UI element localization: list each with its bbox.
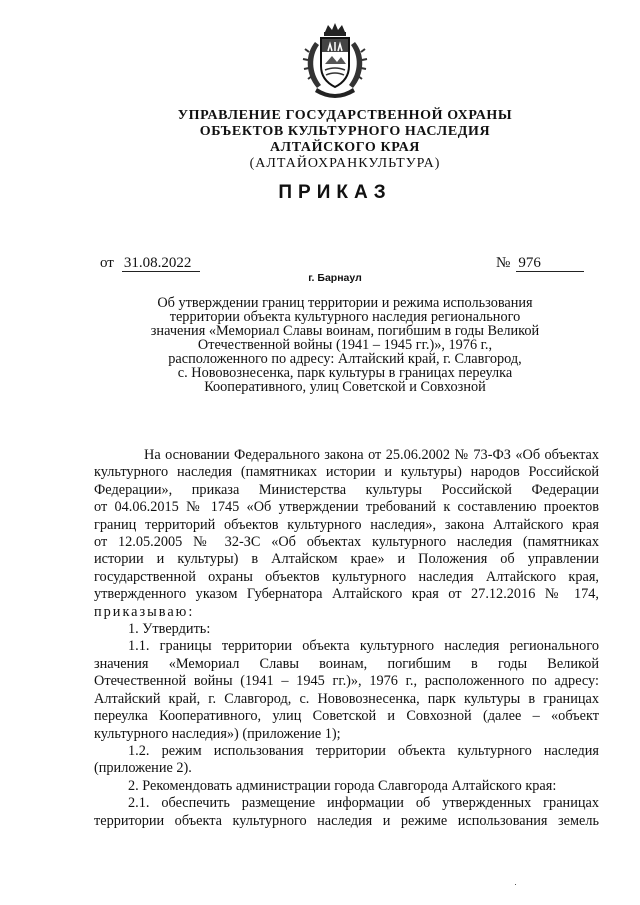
document-type-title: ПРИКАЗ xyxy=(278,182,392,203)
agency-short-name: (АЛТАЙОХРАНКУЛЬТУРА) xyxy=(249,156,441,171)
body-line: приказываю: xyxy=(94,603,195,620)
body-line: (приложение 2). xyxy=(94,760,192,777)
number-prefix: № xyxy=(496,255,511,271)
agency-name xyxy=(140,108,550,172)
document-date xyxy=(100,255,200,272)
body-line: Федерации», приказа Министерства культуры Российской Федерации xyxy=(94,481,599,498)
subject-line: с. Нововознесенка, парк культуры в границах переулка xyxy=(177,365,513,381)
altai-krai-coat-of-arms-icon xyxy=(299,22,371,100)
body-line: культурного наследия») (приложение 1); xyxy=(94,725,341,742)
body-line: территории объекта культурного наследия и режиме использования земель xyxy=(94,812,599,829)
scan-speck xyxy=(515,884,516,885)
subject-line: расположенного по адресу: Алтайский край, г. Славгород, xyxy=(168,351,522,367)
body-line: Отечественной войны (1941 – 1945 гг.)», 1976 г., расположенного по адресу: xyxy=(94,673,599,690)
date-prefix: от xyxy=(100,255,114,271)
subject-line: территории объекта культурного наследия регионального xyxy=(169,309,521,325)
agency-line: ОБЪЕКТОВ КУЛЬТУРНОГО НАСЛЕДИЯ xyxy=(199,124,491,139)
number-value: 976 xyxy=(516,256,584,272)
body-line: значения «Мемориал Славы воинам, погибшим в годы Великой xyxy=(94,655,599,672)
body-line: 1.2. режим использования территории объекта культурного наследия xyxy=(128,742,599,759)
body-line: 2. Рекомендовать администрации города Славгорода Алтайского края: xyxy=(128,777,557,794)
body-line: от 04.06.2015 № 1745 «Об утверждении требований к составлению проектов xyxy=(94,499,599,516)
subject-line: Кооперативного, улиц Советской и Совхозной xyxy=(204,379,486,395)
subject-line: Об утверждении границ территории и режима использования xyxy=(157,295,533,311)
body-line: истории и культуры) в Алтайском крае» и Положения об управлении xyxy=(94,551,599,568)
document-body xyxy=(94,447,599,830)
body-line: 1. Утвердить: xyxy=(128,621,211,638)
date-value: 31.08.2022 xyxy=(122,256,200,272)
body-line: 1.1. границы территории объекта культурного наследия регионального xyxy=(128,638,599,655)
body-line: На основании Федерального закона от 25.06.2002 № 73-ФЗ «Об объектах xyxy=(144,447,599,463)
agency-line: АЛТАЙСКОГО КРАЯ xyxy=(269,140,421,155)
document-city: г. Барнаул xyxy=(308,272,362,284)
body-line: от 12.05.2005 № 32-ЗС «Об объектах культурного наследия (памятниках xyxy=(94,534,599,551)
body-line: переулка Кооперативного, улиц Советской и Совхозной (далее – «объект xyxy=(94,708,599,725)
document-subject xyxy=(150,296,540,394)
body-line: культурного наследия (памятниках истории и культуры) народов Российской xyxy=(94,464,599,481)
subject-line: Отечественной войны (1941 – 1945 гг.)», 1976 г., xyxy=(197,337,493,353)
subject-line: значения «Мемориал Славы воинам, погибшим в годы Великой xyxy=(150,323,540,339)
body-line: 2.1. обеспечить размещение информации об утвержденных границах xyxy=(128,795,599,812)
body-line: государственной охраны объектов культурного наследия Алтайского края, xyxy=(94,568,599,585)
document-number xyxy=(496,255,584,272)
agency-line: УПРАВЛЕНИЕ ГОСУДАРСТВЕННОЙ ОХРАНЫ xyxy=(177,108,513,123)
body-line: границ территорий объектов культурного наследия», закона Алтайского края xyxy=(94,516,599,533)
body-line: утвержденного указом Губернатора Алтайского края от 27.12.2016 № 174, xyxy=(94,586,599,603)
body-line: Алтайский край, г. Славгород, с. Нововознесенка, парк культуры в границах xyxy=(94,690,599,707)
